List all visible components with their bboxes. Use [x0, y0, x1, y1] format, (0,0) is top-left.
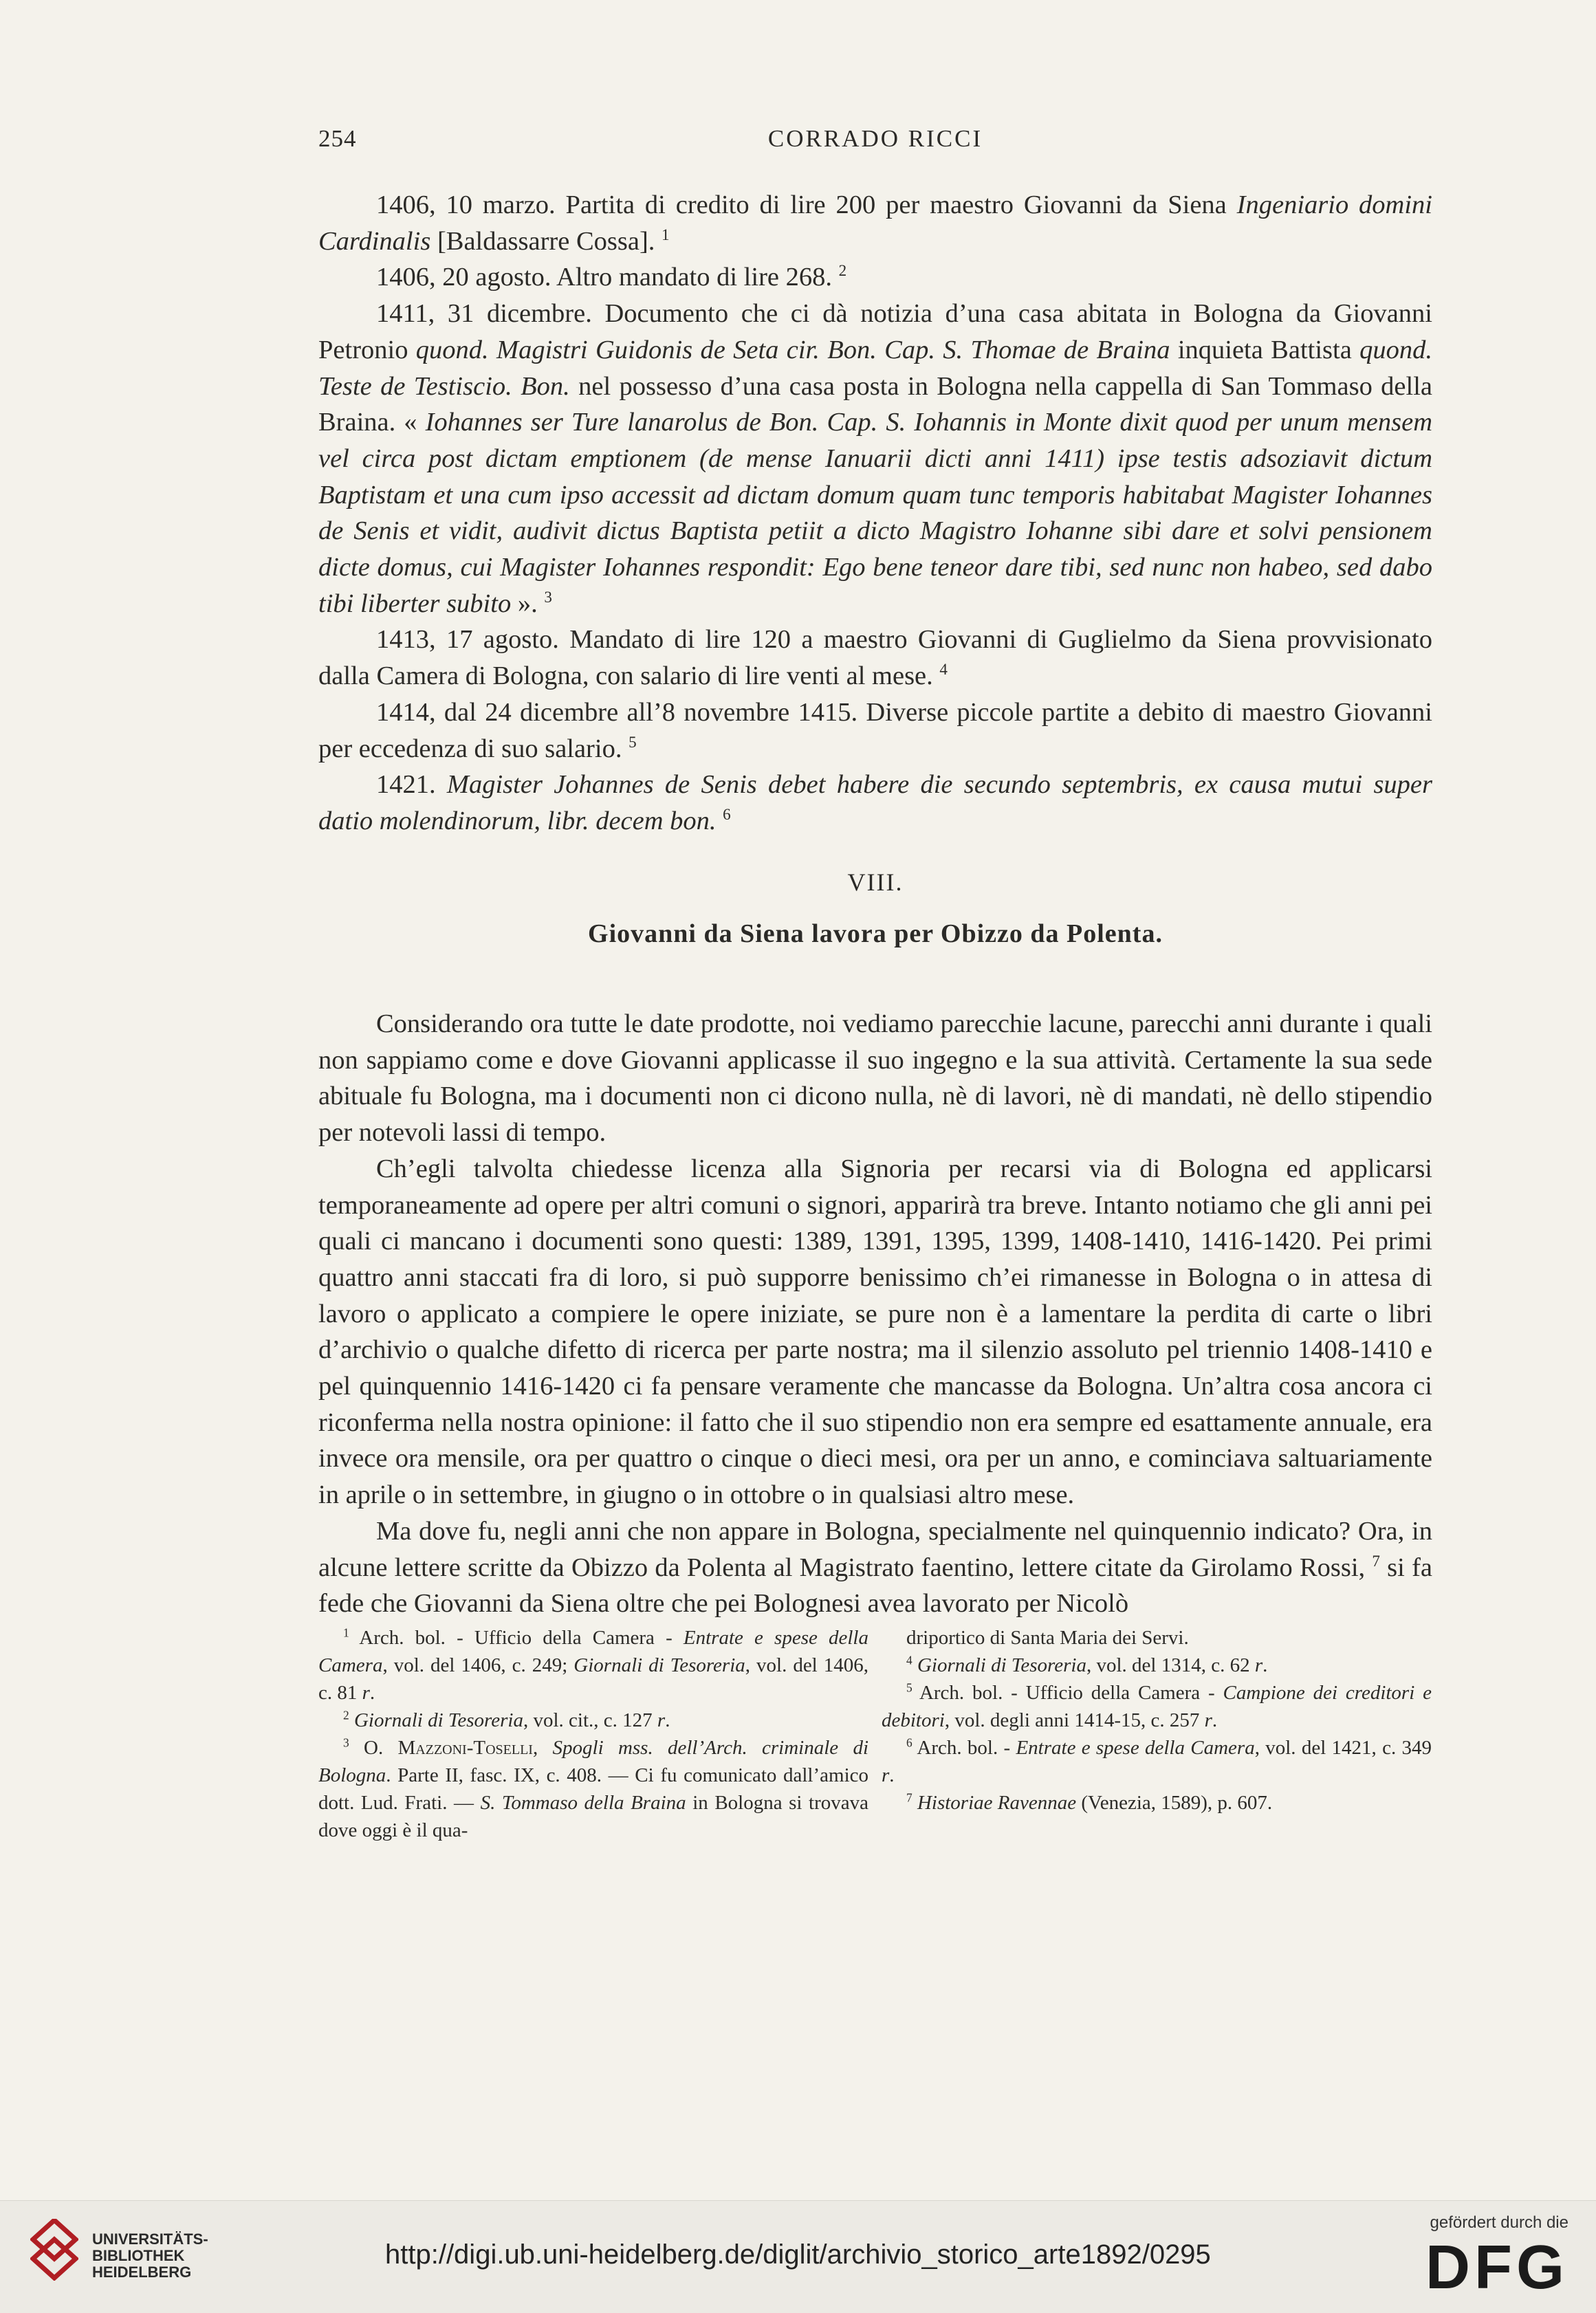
paragraph: 1406, 20 agosto. Altro mandato di lire 268. $^2$	[376, 261, 847, 292]
footnote: $^6$ Arch. bol. - Entrate e spese della Camera, vol. del 1421, c. 349 r.	[882, 1735, 1432, 1786]
section-title: Giovanni da Siena lavora per Obizzo da Polenta.	[588, 919, 1163, 948]
footnote: $^2$ Giornali di Tesoreria, vol. cit., c. 127 r.	[343, 1708, 670, 1731]
section-number: VIII.	[847, 868, 904, 896]
paragraph: 1421. Magister Johannes de Senis debet habere die secundo septembris, ex causa mutui super datio molendinorum, libr. decem bon. $^6$	[318, 770, 1432, 835]
footnote: driportico di Santa Maria dei Servi.	[906, 1627, 1189, 1649]
paragraph: Ma dove fu, negli anni che non appare in Bologna, specialmente nel quinquennio indicato? Ora, in alcune lettere scritte da Obizzo da Polenta al Magistrato faentino, lettere citate da Girolamo Rossi, $^7$ si fa fede che Giovanni da Siena oltre che pei Bolognesi avea lavorato per Nicolò	[318, 1516, 1432, 1619]
footnote: $^5$ Arch. bol. - Ufficio della Camera - Campione dei creditori e debitori, vol. degli anni 1414-15, c. 257 r.	[882, 1680, 1432, 1731]
body-text-upper	[318, 187, 1432, 840]
paragraph: 1406, 10 marzo. Partita di credito di lire 200 per maestro Giovanni da Siena Ingeniario domini Cardinalis [Baldassarre Cossa]. $^1$	[318, 190, 1433, 256]
section-heading	[318, 868, 1432, 949]
library-logo[interactable]	[30, 2216, 237, 2299]
paragraph: 1413, 17 agosto. Mandato di lire 120 a maestro Giovanni di Guglielmo da Siena provvisionato dalla Camera di Bologna, con salario di lire venti al mese. $^4$	[318, 625, 1432, 691]
library-emblem-icon	[30, 2219, 78, 2281]
running-title: CORRADO RICCI	[767, 125, 983, 152]
page-header	[318, 125, 1432, 166]
source-url-link[interactable]: http://digi.ub.uni-heidelberg.de/diglit/archivio_storico_arte1892/0295	[385, 2239, 1211, 2270]
paragraph: Ch’egli talvolta chiedesse licenza alla Signoria per recarsi via di Bologna ed applicarsi temporaneamente ad opere per altri comuni o signori, apparirà tra breve. Intanto notiamo che gli anni pei quali ci mancano i documenti sono questi: 1389, 1391, 1395, 1399, 1408-1410, 1416-1420. Pei primi quattro anni staccati fra di loro, si può supporre benissimo ch’ei rimanesse in Bologna o in attesa di lavoro o applicato a compiere le opere iniziate, se pure non è a lamentare la perdita di carte o libri d’archivio o qualche difetto di ricerca per parte nostra; ma il silenzio assoluto pel triennio 1408-1410 e pel quinquennio 1416-1420 ci fa pensare veramente che mancasse da Bologna. Un’altra cosa ancora ci riconferma nella nostra opinione: il fatto che il suo stipendio non era sempre ed esattamente annuale, era invece ora mensile, ora per quattro o cinque o dieci mesi, ora per un anno, e cominciava saltuariamente in aprile o in settembre, in giugno o in ottobre o in qualsiasi altro mese.	[318, 1154, 1432, 1510]
dfg-wordmark: DFG	[1425, 2233, 1568, 2302]
paragraph: 1414, dal 24 dicembre all’8 novembre 1415. Diverse piccole partite a debito di maestro Giovanni per eccedenza di suo salario. $^5$	[318, 697, 1432, 763]
paragraph: Considerando ora tutte le date prodotte, noi vediamo parecchie lacune, parecchi anni durante i quali non sappiamo come e dove Giovanni applicasse il suo ingegno e la sua attività. Certamente la sua sede abituale fu Bologna, ma i documenti non ci dicono nulla, nè di lavori, nè di mandati, nè dello stipendio per notevoli lassi di tempo.	[318, 1009, 1432, 1148]
footnote: $^4$ Giornali di Tesoreria, vol. del 1314, c. 62 r.	[906, 1653, 1268, 1676]
footnote: $^7$ Historiae Ravennae (Venezia, 1589), p. 607.	[906, 1790, 1273, 1814]
footnotes-left-column	[318, 1624, 868, 1844]
paragraph: 1411, 31 dicembre. Documento che ci dà notizia d’una casa abitata in Bologna da Giovanni Petronio quond. Magistri Guidonis de Seta cir. Bon. Cap. S. Thomae de Braina inquieta Battista quond. Teste de Testiscio. Bon. nel possesso d’una casa posta in Bologna nella cappella di San Tommaso della Braina. « Iohannes ser Ture lanarolus de Bon. Cap. S. Iohannis in Monte dixit quod per unum mensem vel circa post dictam emptionem (de mense Ianuarii dicti anni 1411) ipse testis adsoziavit dictum Baptistam et una cum ipso accessit ad dictam domum quam tunc temporis habitabat Magister Iohannes de Senis et vidit, audivit dictus Baptista petiit a dicto Magistro Iohanne sibi dare et solvi pensionem dicte domus, cui Magister Iohannes respondit: Ego bene teneor dare tibi, sed nunc non habeo, sed dabo tibi liberter subito ». $^3$	[318, 299, 1432, 618]
footnote: $^3$ O. Mazzoni-Toselli, Spogli mss. dell’Arch. criminale di Bologna. Parte II, fasc. IX, c. 408. — Ci fu comunicato dall’amico dott. Lud. Frati. — S. Tommaso della Braina in Bologna si trovava dove oggi è il qua-	[318, 1735, 868, 1841]
funded-by-label: gefördert durch die	[1430, 2213, 1568, 2232]
footnotes-right-column	[882, 1624, 1432, 1817]
page-number: 254	[318, 125, 357, 152]
footnote: $^1$ Arch. bol. - Ufficio della Camera - Entrate e spese della Camera, vol. del 1406, c. 249; Giornali di Tesoreria, vol. del 1406, c. 81 r.	[318, 1625, 868, 1704]
footer-bar	[0, 2200, 1596, 2313]
library-name: UNIVERSITÄTS- BIBLIOTHEK HEIDELBERG	[92, 2230, 208, 2281]
dfg-logo[interactable]	[1410, 2213, 1568, 2303]
body-text-main	[318, 1006, 1432, 1622]
